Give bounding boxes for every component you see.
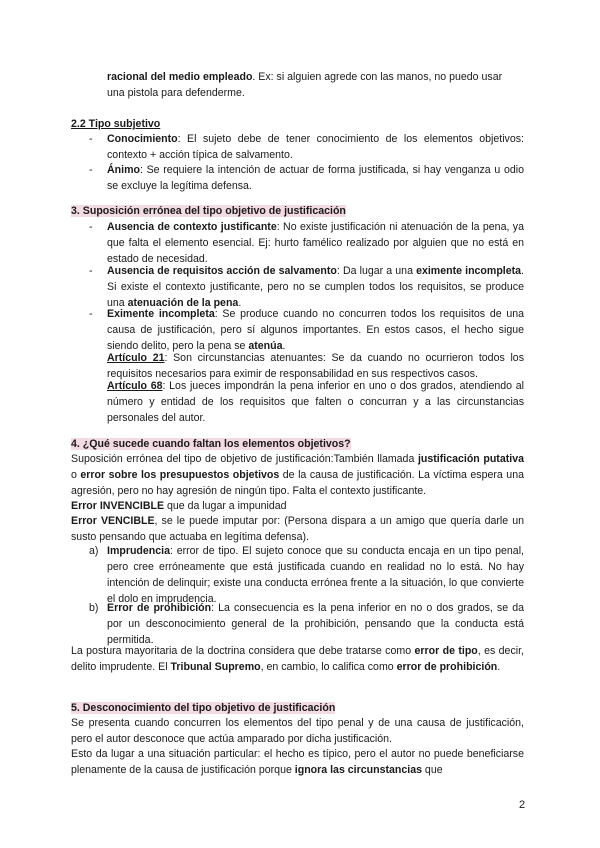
section-heading-5: 5. Desconocimiento del tipo objetivo de justificación xyxy=(71,702,336,714)
list-marker-b: b) xyxy=(89,602,99,614)
desconocimiento-paragraph: Se presenta cuando concurren los elementos del tipo penal y de una causa de justificación, pero el autor desconoce que actúa amparado por dicha justificación. xyxy=(71,717,524,745)
bullet-dash: - xyxy=(89,133,93,145)
list-item-ausencia-contexto: Ausencia de contexto justificante: No existe justificación ni atenuación de la pena, ya que falta el elemento esencial. Ej: hurto famélico realizado por alguien que no está en estado de necesidad. xyxy=(107,221,524,265)
bullet-dash: - xyxy=(89,221,93,233)
list-item-ausencia-requisitos: Ausencia de requisitos acción de salvamento: Da lugar a una eximente incompleta. Si existe el contexto justificante, pero no se cumplen todos los requisitos, se produce una atenuación de la pena. xyxy=(107,265,524,309)
section-heading-3: 3. Suposición errónea del tipo objetivo de justificación xyxy=(71,205,346,217)
justificacion-putativa-paragraph: Suposición errónea del tipo de objetivo de justificación:También llamada justificación putativa o error sobre los presupuestos objetivos de la causa de justificación. La víctima espera una agresión, pero no hay agresión de ningún tipo. Falta el contexto justificante. xyxy=(71,453,524,497)
list-marker-a: a) xyxy=(89,545,99,557)
articulo-21-paragraph: Artículo 21: Son circunstancias atenuantes: Se da cuando no ocurrieron todos los requisitos necesarios para eximir de responsabilidad en sus respectivos casos. xyxy=(107,352,524,380)
error-vencible-paragraph: Error VENCIBLE, se le puede imputar por: (Persona dispara a un amigo que quería darle un susto pensando que actuaba en legítima defensa). xyxy=(71,515,524,543)
postura-mayoritaria-paragraph: La postura mayoritaria de la doctrina considera que debe tratarse como error de tipo, es decir, delito imprudente. El Tribunal Supremo, en cambio, lo califica como error de prohibición. xyxy=(71,645,524,673)
section-heading-4: 4. ¿Qué sucede cuando faltan los elementos objetivos? xyxy=(71,438,351,450)
page-number: 2 xyxy=(519,799,526,811)
list-item-conocimiento: Conocimiento: El sujeto debe de tener conocimiento de los elementos objetivos: contexto + acción típica de salvamento. xyxy=(107,133,524,161)
list-item-error-prohibicion: Error de prohibición: La consecuencia es la pena inferior en no o dos grados, se da por un desconocimiento general de la prohibición, pensando que la conducta está permitida. xyxy=(107,602,524,646)
section-heading-2-2: 2.2 Tipo subjetivo xyxy=(71,118,161,130)
bullet-dash: - xyxy=(89,308,93,320)
list-item-imprudencia: Imprudencia: error de tipo. El sujeto conoce que su conducta encaja en un tipo penal, pero cree erróneamente que está justificada cuando en realidad no lo está. No hay intención de delinquir; existe una conducta errónea frente a la situación, lo que convierte el dolo en imprudencia. xyxy=(107,545,524,605)
error-invencible-line: Error INVENCIBLE que da lugar a impunidad xyxy=(71,500,287,512)
bullet-dash: - xyxy=(89,265,93,277)
list-item-animo: Ánimo: Se requiere la intención de actuar de forma justificada, si hay venganza u odio se excluye la legítima defensa. xyxy=(107,164,524,192)
situacion-particular-paragraph: Esto da lugar a una situación particular: el hecho es típico, pero el autor no puede beneficiarse plenamente de la causa de justificación porque ignora las circunstancias que xyxy=(71,748,524,776)
articulo-68-paragraph: Artículo 68: Los jueces impondrán la pena inferior en uno o dos grados, atendiendo al número y entidad de los requisitos que falten o concurran y a las circunstancias personales del autor. xyxy=(107,380,524,424)
bullet-dash: - xyxy=(89,164,93,176)
list-item-eximente-incompleta: Eximente incompleta: Se produce cuando no concurren todos los requisitos de una causa de justificación, pero sí algunos importantes. En estos casos, el hecho sigue siendo delito, pero la pena se atenúa. xyxy=(107,308,524,352)
continuation-paragraph: racional del medio empleado. Ex: si alguien agrede con las manos, no puedo usar una pistola para defenderme. xyxy=(107,71,503,99)
